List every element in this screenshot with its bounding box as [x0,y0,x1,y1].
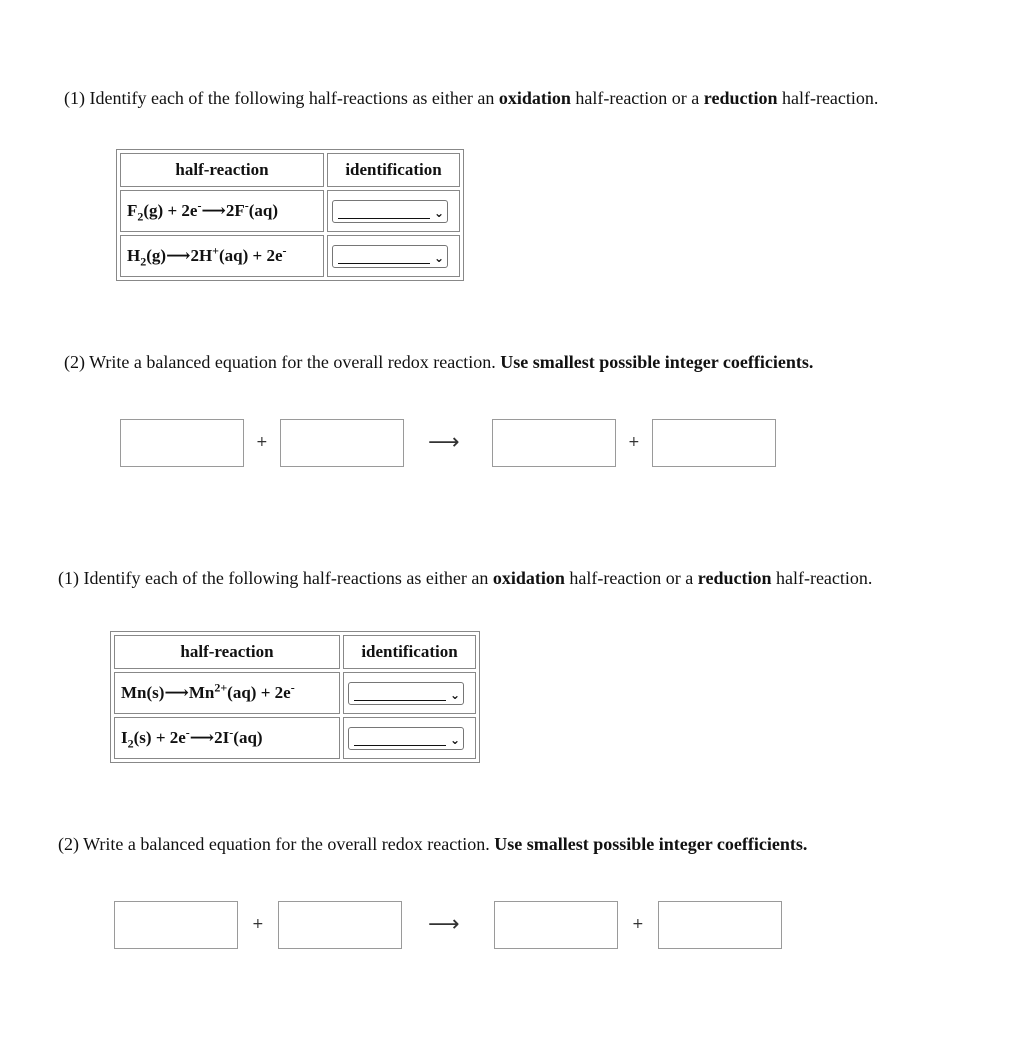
q3-identification-select-1[interactable] [348,682,464,705]
q4-plus-1: + [252,916,264,932]
chevron-down-icon: ⌄ [449,732,460,747]
reaction-arrow: ⟶ [201,201,226,220]
q2-product-2-input[interactable] [652,419,776,467]
table-row [120,235,460,277]
q3-instr-post: half-reaction. [775,568,873,588]
q3-identification-select-2[interactable] [348,727,464,750]
q1-reaction-1: $F_2(g)$ + 2e-⟶2F-(aq) [120,190,324,232]
reaction-arrow: ⟶ [189,728,215,747]
reaction-arrow: ⟶ [164,683,189,702]
q1-reaction-2: $H_2(g)⟶2H^+(aq) + 2e^-$ [120,235,324,277]
q2-instructions [64,351,813,373]
q3-instructions [58,567,872,589]
q4-product-2-input[interactable] [658,901,782,949]
q1-header-identification: identification [327,153,460,187]
q4-reactant-1-input[interactable] [114,901,238,949]
q1-reduction-term: reduction [703,88,778,108]
q4-instructions [58,833,807,855]
q2-instr-text: (2) Write a balanced equation for the overall redox reaction. [64,352,496,372]
q3-reaction-2: $I_2(s)$ + 2e-⟶2I-(aq) [114,717,340,759]
table-row [114,717,476,759]
q1-header-reaction: half-reaction [120,153,324,187]
q4-reactant-2-input[interactable] [278,901,402,949]
q4-instr-text: (2) Write a balanced equation for the overall redox reaction. [58,834,490,854]
reaction-arrow: ⟶ [166,246,191,265]
table-row [114,672,476,714]
table-row [120,190,460,232]
q4-instr-bold: Use smallest possible integer coefficients. [494,834,808,854]
q3-half-reaction-table [110,631,480,763]
q2-product-1-input[interactable] [492,419,616,467]
q3-reduction-term: reduction [697,568,772,588]
q1-instr-post: half-reaction. [781,88,879,108]
q3-reaction-1: $Mn(s)⟶Mn^{2+}(aq) + 2e^-$ [114,672,340,714]
chevron-down-icon: ⌄ [433,205,444,220]
q3-header-reaction: half-reaction [114,635,340,669]
q1-half-reaction-table [116,149,464,281]
q2-plus-1: + [256,434,268,450]
q3-instr-mid: half-reaction or a [569,568,694,588]
chevron-down-icon: ⌄ [449,687,460,702]
q2-instr-bold: Use smallest possible integer coefficients. [500,352,814,372]
q2-reactant-2-input[interactable] [280,419,404,467]
q3-header-identification: identification [343,635,476,669]
q2-reaction-arrow: ⟶ [428,430,460,455]
q4-product-1-input[interactable] [494,901,618,949]
q3-instr-text: (1) Identify each of the following half-reactions as either an [58,568,489,588]
q1-instr-text: (1) Identify each of the following half-reactions as either an [64,88,495,108]
q1-instructions [64,87,878,109]
q4-plus-2: + [632,916,644,932]
chevron-down-icon: ⌄ [433,250,444,265]
q1-instr-mid: half-reaction or a [575,88,700,108]
q1-oxidation-term: oxidation [498,88,571,108]
q1-identification-select-2[interactable] [332,245,448,268]
q2-plus-2: + [628,434,640,450]
q4-reaction-arrow: ⟶ [428,912,460,937]
q2-reactant-1-input[interactable] [120,419,244,467]
q1-identification-select-1[interactable] [332,200,448,223]
q3-oxidation-term: oxidation [492,568,565,588]
